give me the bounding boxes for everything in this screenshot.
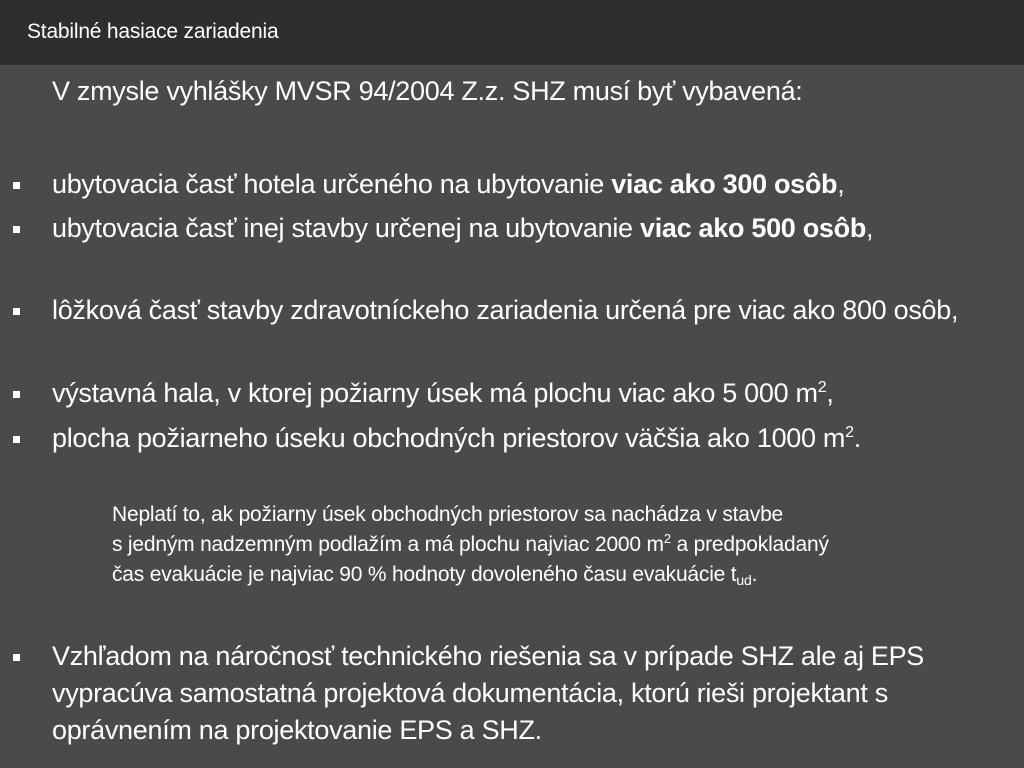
note-line-2 — [112, 530, 1002, 560]
bullet-tail: , — [866, 213, 874, 243]
bullet-text: Vzhľadom na náročnosť technického riešenia sa v prípade SHZ ale aj EPS vypracúva samostatná projektová dokumentácia, ktorú rieši projektant s oprávnením na projektovanie EPS a SHZ. — [52, 641, 924, 745]
bullet-tail: , — [826, 378, 834, 408]
bullet-item-1 — [52, 166, 1002, 203]
note-paragraph — [112, 500, 1002, 590]
note-text: . — [751, 563, 758, 586]
superscript: 2 — [845, 424, 854, 441]
bullet-square-icon — [13, 436, 20, 443]
bullet-item-2 — [52, 210, 1002, 247]
bullet-bold-text: viac ako 500 osôb — [639, 213, 867, 243]
note-line-1: Neplatí to, ak požiarny úsek obchodných priestorov sa nachádza v stavbe — [112, 503, 784, 526]
bullet-item-4 — [52, 375, 1002, 412]
note-text: čas evakuácie je najviac 90 % hodnoty dovoleného času evakuácie t — [112, 563, 737, 586]
superscript: 2 — [663, 531, 671, 546]
bullet-text: ubytovacia časť hotela určeného na ubytovanie — [52, 169, 612, 199]
bullet-tail: . — [853, 423, 861, 453]
bullet-item-3 — [52, 292, 1002, 329]
bullet-bold-text: viac ako 300 osôb — [611, 169, 838, 199]
note-text: a predpokladaný — [670, 533, 829, 556]
subscript: ud — [736, 572, 752, 588]
bullet-item-6 — [52, 638, 1002, 749]
intro-text: V zmysle vyhlášky MVSR 94/2004 Z.z. SHZ musí byť vybavená: — [52, 76, 803, 106]
bullet-square-icon — [13, 182, 20, 189]
bullet-text: plocha požiarneho úseku obchodných priestorov väčšia ako 1000 m — [52, 423, 846, 453]
bullet-square-icon — [13, 308, 20, 315]
bullet-square-icon — [13, 226, 20, 233]
bullet-text: výstavná hala, v ktorej požiarny úsek má plochu viac ako 5 000 m — [52, 378, 818, 408]
bullet-text: lôžková časť stavby zdravotníckeho zariadenia určená pre viac ako 800 osôb, — [52, 295, 959, 325]
bullet-item-5 — [52, 420, 1002, 457]
note-line-3 — [112, 560, 1002, 590]
bullet-square-icon — [13, 654, 20, 661]
bullet-square-icon — [13, 391, 20, 398]
slide-title: Stabilné hasiace zariadenia — [27, 20, 279, 43]
superscript: 2 — [817, 379, 827, 396]
bullet-tail: , — [837, 169, 845, 199]
bullet-text: ubytovacia časť inej stavby určenej na ubytovanie — [52, 213, 640, 243]
note-text: s jedným nadzemným podlažím a má plochu najviac 2000 m — [112, 533, 664, 556]
